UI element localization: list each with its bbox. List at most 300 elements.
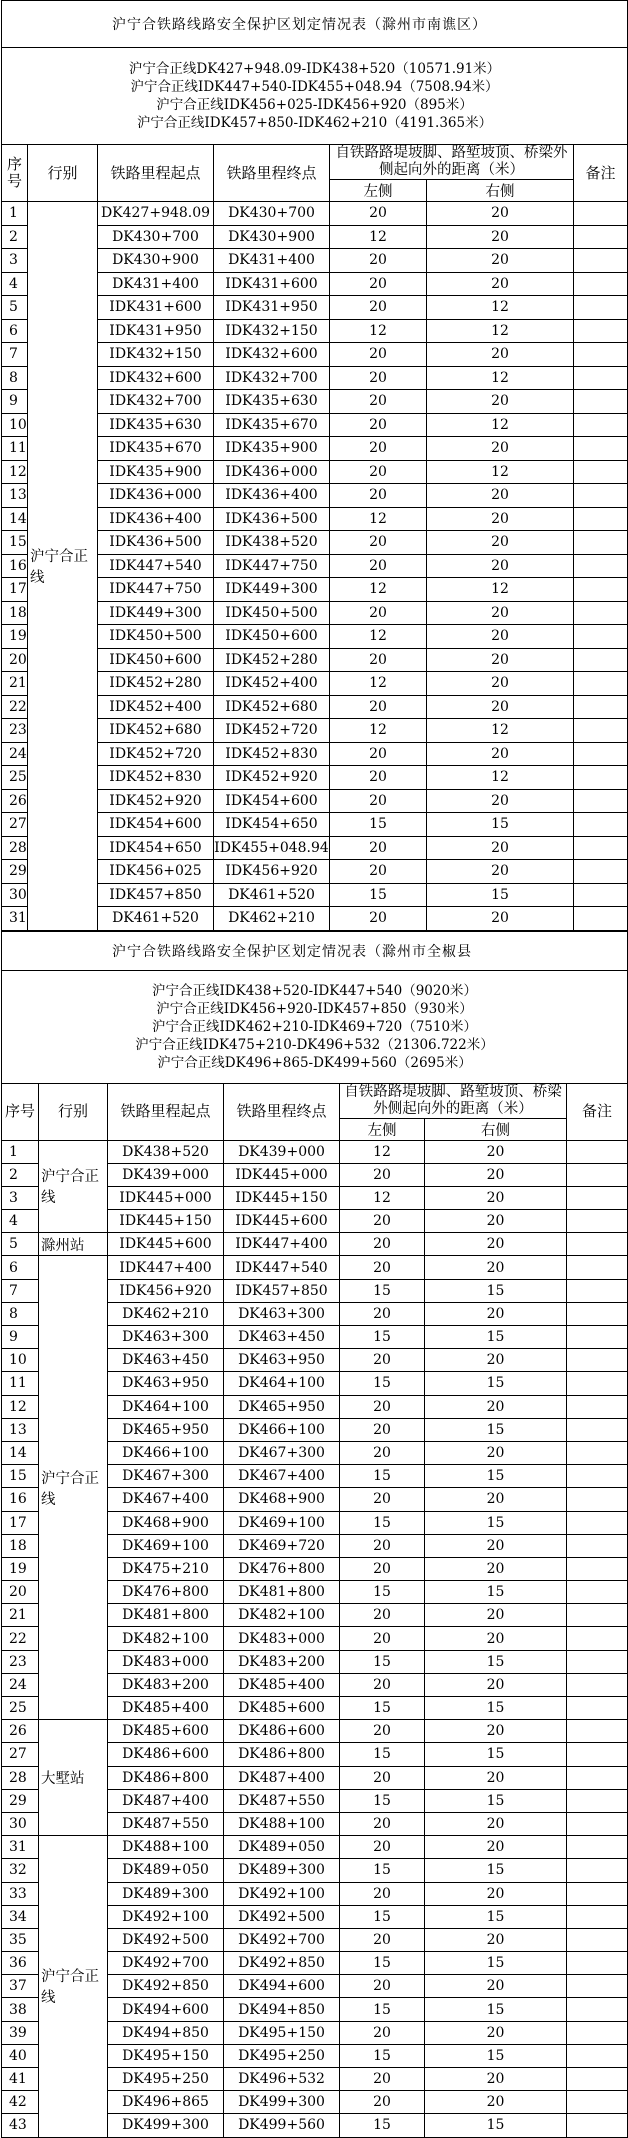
right-distance-cell: 20 xyxy=(425,1836,567,1859)
remark-cell xyxy=(567,1395,628,1418)
remark-cell xyxy=(567,1720,628,1743)
start-cell: DK488+100 xyxy=(108,1836,224,1859)
remark-cell xyxy=(567,1279,628,1302)
right-distance-cell: 20 xyxy=(427,672,574,696)
left-distance-cell: 20 xyxy=(340,1928,425,1951)
left-distance-cell: 20 xyxy=(340,1720,425,1743)
seq-cell: 8 xyxy=(2,1302,39,1325)
end-cell: DK489+050 xyxy=(224,1836,340,1859)
seq-cell: 32 xyxy=(2,1859,39,1882)
remark-cell xyxy=(567,1210,628,1233)
remark-cell xyxy=(574,719,628,743)
seq-cell: 31 xyxy=(2,1836,39,1859)
right-distance-cell: 20 xyxy=(425,1557,567,1580)
seq-cell: 39 xyxy=(2,2021,39,2044)
end-cell: DK468+900 xyxy=(224,1488,340,1511)
end-cell: DK492+700 xyxy=(224,1928,340,1951)
start-cell: DK487+550 xyxy=(108,1812,224,1835)
left-distance-cell: 20 xyxy=(340,1673,425,1696)
seq-cell: 33 xyxy=(2,1882,39,1905)
right-distance-cell: 15 xyxy=(425,1650,567,1673)
right-distance-cell: 15 xyxy=(425,2044,567,2067)
start-cell: DK430+900 xyxy=(98,249,214,273)
end-cell: IDK450+500 xyxy=(214,601,330,625)
remark-cell xyxy=(567,1511,628,1534)
table-title: 沪宁合铁路线路安全保护区划定情况表（滁州市南谯区） xyxy=(2,1,628,48)
seq-cell: 29 xyxy=(2,860,28,884)
table-row xyxy=(2,1836,628,1859)
remark-cell xyxy=(567,1140,628,1163)
left-distance-cell: 20 xyxy=(330,272,427,296)
table-title: 沪宁合铁路线路安全保护区划定情况表（滁州市全椒县 xyxy=(2,931,628,970)
seq-cell: 37 xyxy=(2,1975,39,1998)
end-cell: DK430+900 xyxy=(214,225,330,249)
table-row xyxy=(2,1140,628,1163)
right-distance-cell: 20 xyxy=(427,249,574,273)
left-distance-cell: 15 xyxy=(340,1905,425,1928)
left-distance-cell: 20 xyxy=(340,1210,425,1233)
seq-cell: 6 xyxy=(2,319,28,343)
seq-cell: 23 xyxy=(2,1650,39,1673)
left-distance-cell: 20 xyxy=(340,1256,425,1279)
remark-cell xyxy=(567,1998,628,2021)
left-distance-cell: 12 xyxy=(330,507,427,531)
start-cell: DK489+300 xyxy=(108,1882,224,1905)
title-row xyxy=(2,931,628,970)
end-cell: IDK450+600 xyxy=(214,625,330,649)
start-cell: IDK431+950 xyxy=(98,319,214,343)
left-distance-cell: 12 xyxy=(330,319,427,343)
start-cell: DK496+865 xyxy=(108,2091,224,2114)
left-distance-cell: 20 xyxy=(340,1349,425,1372)
left-distance-cell: 15 xyxy=(340,1279,425,1302)
remark-cell xyxy=(574,507,628,531)
left-distance-cell: 20 xyxy=(330,202,427,226)
start-cell: IDK454+600 xyxy=(98,813,214,837)
remark-cell xyxy=(567,1743,628,1766)
right-distance-cell: 20 xyxy=(427,625,574,649)
end-cell: DK439+000 xyxy=(224,1140,340,1163)
start-cell: DK431+400 xyxy=(98,272,214,296)
left-distance-cell: 12 xyxy=(330,625,427,649)
right-distance-cell: 20 xyxy=(425,2021,567,2044)
end-cell: DK492+500 xyxy=(224,1905,340,1928)
seq-cell: 18 xyxy=(2,601,28,625)
right-distance-cell: 20 xyxy=(427,437,574,461)
seq-cell: 16 xyxy=(2,554,28,578)
right-distance-cell: 20 xyxy=(427,225,574,249)
start-cell: DK495+250 xyxy=(108,2068,224,2091)
right-distance-cell: 20 xyxy=(425,1534,567,1557)
seq-cell: 1 xyxy=(2,1140,39,1163)
end-cell: DK482+100 xyxy=(224,1604,340,1627)
seq-cell: 6 xyxy=(2,1256,39,1279)
start-cell: IDK449+300 xyxy=(98,601,214,625)
start-cell: DK483+000 xyxy=(108,1650,224,1673)
right-distance-cell: 20 xyxy=(425,1627,567,1650)
end-cell: IDK431+950 xyxy=(214,296,330,320)
start-cell: DK463+950 xyxy=(108,1372,224,1395)
summary-line: 沪宁合正线DK496+865-DK499+560（2695米） xyxy=(157,1054,472,1071)
end-cell: DK487+550 xyxy=(224,1789,340,1812)
seq-header: 序号 xyxy=(2,1083,39,1140)
left-distance-cell: 20 xyxy=(340,1418,425,1441)
start-cell: DK494+850 xyxy=(108,2021,224,2044)
left-distance-cell: 20 xyxy=(340,1812,425,1835)
left-distance-cell: 15 xyxy=(340,1465,425,1488)
end-cell: IDK445+150 xyxy=(224,1186,340,1209)
right-distance-cell: 15 xyxy=(425,1326,567,1349)
end-cell: DK485+600 xyxy=(224,1697,340,1720)
start-cell: IDK435+670 xyxy=(98,437,214,461)
left-distance-cell: 20 xyxy=(330,601,427,625)
seq-cell: 7 xyxy=(2,343,28,367)
left-distance-cell: 20 xyxy=(330,554,427,578)
right-distance-cell: 15 xyxy=(425,2114,567,2137)
left-distance-cell: 15 xyxy=(340,1581,425,1604)
remark-cell xyxy=(574,742,628,766)
line-cell: 沪宁合正线 xyxy=(39,1256,108,1720)
right-distance-cell: 20 xyxy=(425,1395,567,1418)
right-distance-cell: 20 xyxy=(427,272,574,296)
seq-cell: 36 xyxy=(2,1952,39,1975)
end-cell: DK494+850 xyxy=(224,1998,340,2021)
summary-line: 沪宁合正线DK427+948.09-IDK438+520（10571.91米） xyxy=(128,61,501,77)
left-distance-cell: 20 xyxy=(340,1766,425,1789)
end-cell: IDK435+630 xyxy=(214,390,330,414)
seq-cell: 38 xyxy=(2,1998,39,2021)
left-header: 左侧 xyxy=(330,180,427,202)
remark-cell xyxy=(567,1441,628,1464)
seq-cell: 14 xyxy=(2,1441,39,1464)
left-distance-cell: 20 xyxy=(340,1604,425,1627)
end-cell: IDK452+720 xyxy=(214,719,330,743)
seq-cell: 5 xyxy=(2,1233,39,1256)
right-distance-cell: 20 xyxy=(425,1975,567,1998)
seq-cell: 23 xyxy=(2,719,28,743)
right-distance-cell: 15 xyxy=(427,883,574,907)
remark-cell xyxy=(574,766,628,790)
left-distance-cell: 20 xyxy=(330,460,427,484)
end-cell: DK499+300 xyxy=(224,2091,340,2114)
start-cell: IDK432+700 xyxy=(98,390,214,414)
seq-cell: 15 xyxy=(2,1465,39,1488)
seq-cell: 4 xyxy=(2,1210,39,1233)
line-header: 行别 xyxy=(39,1083,108,1140)
end-cell: IDK436+400 xyxy=(214,484,330,508)
end-cell: DK495+250 xyxy=(224,2044,340,2067)
left-distance-cell: 20 xyxy=(340,1534,425,1557)
right-distance-cell: 12 xyxy=(427,413,574,437)
start-cell: IDK456+025 xyxy=(98,860,214,884)
end-cell: DK494+600 xyxy=(224,1975,340,1998)
left-distance-cell: 15 xyxy=(340,1697,425,1720)
start-header: 铁路里程起点 xyxy=(108,1083,224,1140)
seq-cell: 9 xyxy=(2,390,28,414)
seq-cell: 30 xyxy=(2,1812,39,1835)
end-cell: DK492+100 xyxy=(224,1882,340,1905)
seq-cell: 10 xyxy=(2,1349,39,1372)
left-distance-cell: 20 xyxy=(340,2091,425,2114)
end-cell: IDK447+400 xyxy=(224,1233,340,1256)
left-distance-cell: 12 xyxy=(330,225,427,249)
left-distance-cell: 15 xyxy=(340,1789,425,1812)
right-distance-cell: 12 xyxy=(427,766,574,790)
end-cell: DK489+300 xyxy=(224,1859,340,1882)
remark-cell xyxy=(574,272,628,296)
remark-cell xyxy=(567,1650,628,1673)
seq-cell: 12 xyxy=(2,460,28,484)
left-distance-cell: 20 xyxy=(330,296,427,320)
seq-cell: 8 xyxy=(2,366,28,390)
start-cell: IDK452+720 xyxy=(98,742,214,766)
seq-cell: 17 xyxy=(2,578,28,602)
end-cell: IDK435+670 xyxy=(214,413,330,437)
seq-cell: 9 xyxy=(2,1326,39,1349)
remark-cell xyxy=(567,1186,628,1209)
remark-cell xyxy=(567,1697,628,1720)
seq-cell: 2 xyxy=(2,225,28,249)
remark-cell xyxy=(567,1928,628,1951)
table-row xyxy=(2,1720,628,1743)
remark-cell xyxy=(574,883,628,907)
remark-cell xyxy=(574,695,628,719)
seq-cell: 34 xyxy=(2,1905,39,1928)
left-distance-cell: 20 xyxy=(330,907,427,931)
left-distance-cell: 20 xyxy=(340,1163,425,1186)
summary-line: 沪宁合正线IDK457+850-IDK462+210（4191.365米） xyxy=(136,115,493,131)
distance-header: 自铁路路堤坡脚、路堑坡顶、桥梁外侧起向外的距离（米） xyxy=(340,1083,567,1118)
end-cell: DK465+950 xyxy=(224,1395,340,1418)
end-cell: IDK449+300 xyxy=(214,578,330,602)
start-cell: DK430+700 xyxy=(98,225,214,249)
remark-cell xyxy=(567,1557,628,1580)
seq-cell: 20 xyxy=(2,1581,39,1604)
right-distance-cell: 20 xyxy=(425,1488,567,1511)
right-distance-cell: 15 xyxy=(425,1511,567,1534)
left-distance-cell: 20 xyxy=(340,1882,425,1905)
seq-cell: 21 xyxy=(2,1604,39,1627)
right-distance-cell: 15 xyxy=(425,1998,567,2021)
seq-cell: 25 xyxy=(2,1697,39,1720)
remark-cell xyxy=(574,413,628,437)
start-cell: IDK436+500 xyxy=(98,531,214,555)
seq-cell: 26 xyxy=(2,1720,39,1743)
start-cell: DK463+300 xyxy=(108,1326,224,1349)
remark-cell xyxy=(567,1859,628,1882)
start-cell: IDK435+900 xyxy=(98,460,214,484)
seq-cell: 25 xyxy=(2,766,28,790)
end-cell: IDK432+150 xyxy=(214,319,330,343)
left-distance-cell: 20 xyxy=(340,1975,425,1998)
remark-cell xyxy=(567,2114,628,2137)
start-cell: DK489+050 xyxy=(108,1859,224,1882)
right-distance-cell: 20 xyxy=(427,507,574,531)
seq-cell: 24 xyxy=(2,742,28,766)
remark-cell xyxy=(574,625,628,649)
left-distance-cell: 20 xyxy=(330,484,427,508)
start-cell: IDK432+150 xyxy=(98,343,214,367)
right-distance-cell: 20 xyxy=(427,343,574,367)
right-distance-cell: 20 xyxy=(425,1186,567,1209)
right-distance-cell: 15 xyxy=(425,1372,567,1395)
start-cell: DK495+150 xyxy=(108,2044,224,2067)
right-distance-cell: 20 xyxy=(425,1140,567,1163)
start-cell: DK476+800 xyxy=(108,1581,224,1604)
left-distance-cell: 15 xyxy=(330,883,427,907)
seq-cell: 22 xyxy=(2,695,28,719)
end-cell: DK476+800 xyxy=(224,1557,340,1580)
remark-cell xyxy=(567,1766,628,1789)
seq-cell: 28 xyxy=(2,836,28,860)
left-distance-cell: 20 xyxy=(330,390,427,414)
left-distance-cell: 20 xyxy=(340,2068,425,2091)
remark-cell xyxy=(567,1627,628,1650)
document-page xyxy=(1,0,627,2138)
remark-cell xyxy=(567,2021,628,2044)
seq-cell: 14 xyxy=(2,507,28,531)
right-distance-cell: 20 xyxy=(425,2091,567,2114)
right-distance-cell: 20 xyxy=(427,907,574,931)
end-cell: DK483+000 xyxy=(224,1627,340,1650)
remark-cell xyxy=(574,648,628,672)
start-cell: DK492+850 xyxy=(108,1975,224,1998)
end-cell: IDK452+280 xyxy=(214,648,330,672)
start-cell: IDK456+920 xyxy=(108,1279,224,1302)
end-cell: DK492+850 xyxy=(224,1952,340,1975)
end-cell: DK463+950 xyxy=(224,1349,340,1372)
summary-line: 沪宁合正线IDK475+210-DK496+532（21306.722米） xyxy=(135,1036,494,1053)
remark-cell xyxy=(574,366,628,390)
distance-header: 自铁路路堤坡脚、路堑坡顶、桥梁外侧起向外的距离（米） xyxy=(330,145,574,180)
start-cell: DK463+450 xyxy=(108,1349,224,1372)
table-quanjiao xyxy=(1,931,628,2138)
left-distance-cell: 15 xyxy=(340,2044,425,2067)
end-cell: DK486+600 xyxy=(224,1720,340,1743)
left-distance-cell: 20 xyxy=(340,1395,425,1418)
right-distance-cell: 20 xyxy=(427,601,574,625)
table-row xyxy=(2,202,628,226)
left-distance-cell: 12 xyxy=(340,1186,425,1209)
right-distance-cell: 20 xyxy=(425,1882,567,1905)
summary-line: 沪宁合正线IDK447+540-IDK455+048.94（7508.94米） xyxy=(130,79,499,95)
start-cell: DK468+900 xyxy=(108,1511,224,1534)
remark-cell xyxy=(567,1163,628,1186)
start-cell: IDK452+680 xyxy=(98,719,214,743)
start-header: 铁路里程起点 xyxy=(98,145,214,202)
end-cell: DK481+800 xyxy=(224,1581,340,1604)
right-distance-cell: 20 xyxy=(425,1673,567,1696)
title-row xyxy=(2,1,628,48)
start-cell: DK475+210 xyxy=(108,1557,224,1580)
left-distance-cell: 15 xyxy=(330,813,427,837)
end-cell: IDK436+500 xyxy=(214,507,330,531)
remark-cell xyxy=(567,1975,628,1998)
start-cell: IDK445+600 xyxy=(108,1233,224,1256)
end-cell: IDK456+920 xyxy=(214,860,330,884)
end-cell: DK461+520 xyxy=(214,883,330,907)
end-cell: IDK447+540 xyxy=(224,1256,340,1279)
end-cell: DK430+700 xyxy=(214,202,330,226)
seq-cell: 13 xyxy=(2,1418,39,1441)
end-header: 铁路里程终点 xyxy=(214,145,330,202)
remark-cell xyxy=(574,531,628,555)
left-distance-cell: 12 xyxy=(330,719,427,743)
right-distance-cell: 20 xyxy=(427,836,574,860)
remark-header: 备注 xyxy=(567,1083,628,1140)
start-cell: DK438+520 xyxy=(108,1140,224,1163)
right-distance-cell: 20 xyxy=(427,202,574,226)
start-cell: IDK452+920 xyxy=(98,789,214,813)
right-distance-cell: 20 xyxy=(427,695,574,719)
start-cell: IDK452+400 xyxy=(98,695,214,719)
start-cell: IDK454+650 xyxy=(98,836,214,860)
left-distance-cell: 20 xyxy=(340,1233,425,1256)
remark-cell xyxy=(567,1882,628,1905)
left-distance-cell: 15 xyxy=(340,1743,425,1766)
right-distance-cell: 15 xyxy=(425,1697,567,1720)
start-cell: DK494+600 xyxy=(108,1998,224,2021)
seq-cell: 17 xyxy=(2,1511,39,1534)
line-summary xyxy=(2,970,628,1083)
start-cell: DK461+520 xyxy=(98,907,214,931)
remark-cell xyxy=(574,601,628,625)
end-cell: IDK452+680 xyxy=(214,695,330,719)
right-distance-cell: 20 xyxy=(425,1720,567,1743)
left-distance-cell: 20 xyxy=(340,1441,425,1464)
summary-line: 沪宁合正线IDK456+920-IDK457+850（930米） xyxy=(156,1000,473,1017)
start-cell: IDK435+630 xyxy=(98,413,214,437)
remark-cell xyxy=(567,1534,628,1557)
remark-cell xyxy=(567,1256,628,1279)
right-distance-cell: 20 xyxy=(427,554,574,578)
start-cell: DK492+700 xyxy=(108,1952,224,1975)
left-distance-cell: 15 xyxy=(340,1998,425,2021)
end-cell: DK496+532 xyxy=(224,2068,340,2091)
end-header: 铁路里程终点 xyxy=(224,1083,340,1140)
end-cell: IDK447+750 xyxy=(214,554,330,578)
left-distance-cell: 20 xyxy=(330,531,427,555)
start-cell: DK486+600 xyxy=(108,1743,224,1766)
remark-cell xyxy=(574,860,628,884)
seq-cell: 30 xyxy=(2,883,28,907)
seq-cell: 3 xyxy=(2,1186,39,1209)
end-cell: DK469+100 xyxy=(224,1511,340,1534)
seq-cell: 2 xyxy=(2,1163,39,1186)
end-cell: DK486+800 xyxy=(224,1743,340,1766)
start-cell: IDK431+600 xyxy=(98,296,214,320)
start-cell: IDK445+000 xyxy=(108,1186,224,1209)
seq-cell: 35 xyxy=(2,1928,39,1951)
left-distance-cell: 20 xyxy=(330,366,427,390)
seq-cell: 42 xyxy=(2,2091,39,2114)
end-cell: IDK445+600 xyxy=(224,1210,340,1233)
remark-cell xyxy=(574,390,628,414)
remark-cell xyxy=(574,836,628,860)
right-distance-cell: 20 xyxy=(425,1812,567,1835)
end-cell: IDK432+600 xyxy=(214,343,330,367)
table-row xyxy=(2,1233,628,1256)
remark-cell xyxy=(574,484,628,508)
start-cell: DK439+000 xyxy=(108,1163,224,1186)
right-distance-cell: 20 xyxy=(427,390,574,414)
remark-cell xyxy=(567,1604,628,1627)
start-cell: DK464+100 xyxy=(108,1395,224,1418)
end-cell: IDK436+000 xyxy=(214,460,330,484)
start-cell: IDK450+600 xyxy=(98,648,214,672)
left-distance-cell: 20 xyxy=(340,1627,425,1650)
seq-cell: 7 xyxy=(2,1279,39,1302)
